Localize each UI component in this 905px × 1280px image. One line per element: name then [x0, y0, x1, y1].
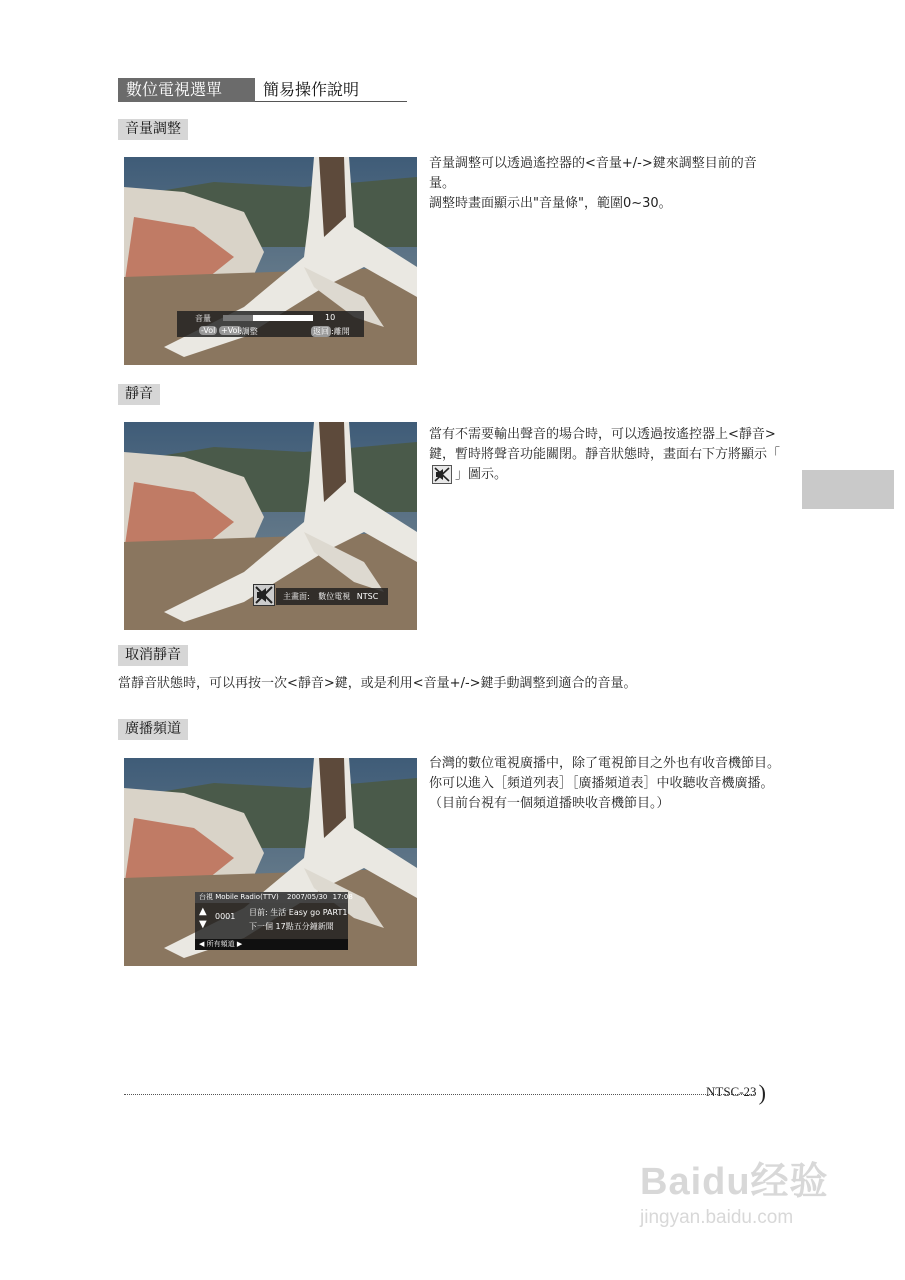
mute-screenshot — [124, 422, 417, 630]
chapter-subtitle: 簡易操作說明 — [255, 78, 407, 102]
vol-minus-key: -Vol — [201, 326, 216, 335]
radio-screenshot — [124, 758, 417, 966]
volume-osd — [177, 311, 364, 337]
mute-description — [429, 425, 781, 485]
watermark-url: jingyan.baidu.com — [640, 1207, 794, 1228]
volume-screenshot — [124, 157, 417, 365]
vol-adjust-hint: :調整 — [239, 327, 258, 336]
footer-dotted-line — [124, 1094, 754, 1095]
baidu-watermark — [640, 1150, 829, 1229]
radio-text-2: （目前台視有一個頻道播映收音機節目。） — [429, 796, 670, 811]
vol-plus-key: +Vol — [221, 326, 240, 335]
broadcast-date: 2007/05/30 — [287, 893, 328, 901]
radio-text-1: 台灣的數位電視廣播中，除了電視節目之外也有收音機節目。你可以進入［頻道列表］［廣播頻道表］中收聽收音機廣播。 — [429, 756, 781, 791]
section-title-radio: 廣播頻道 — [118, 719, 188, 740]
broadcast-time: 17:08 — [332, 893, 353, 901]
volume-bar-track — [223, 315, 313, 321]
channel-number: 0001 — [215, 912, 236, 921]
side-tab — [802, 470, 894, 509]
exit-hint: :離開 — [331, 327, 350, 336]
now-playing: 目前: 生活 Easy go PART1 — [249, 908, 348, 917]
mute-inline-icon — [432, 465, 452, 484]
source-label: 數位電視 — [318, 592, 351, 601]
mute-text-1: 當有不需要輸出聲音的場合時，可以透過按遙控器上<靜音>鍵，暫時將聲音功能關閉。靜音狀態時，畫面右下方將顯示「 — [429, 427, 781, 462]
section-title-unmute: 取消靜音 — [118, 645, 188, 666]
volume-osd-value: 10 — [325, 313, 336, 322]
down-arrow-icon: ▼ — [199, 919, 207, 930]
unmute-description: 當靜音狀態時，可以再按一次<靜音>鍵，或是利用<音量+/->鍵手動調整到適合的音量。 — [118, 676, 637, 691]
main-screen-label: 主畫面: — [283, 592, 310, 601]
radio-osd-footer — [195, 939, 348, 950]
radio-osd-header — [195, 892, 353, 903]
left-nav-icon: ◀ — [199, 940, 205, 948]
section-title-volume: 音量調整 — [118, 119, 188, 140]
next-program: 下一個 17點五分鐘新聞 — [249, 922, 334, 931]
all-channels-label: 所有頻道 — [206, 940, 235, 948]
right-nav-icon: ▶ — [236, 940, 243, 948]
volume-bar-fill — [223, 315, 253, 321]
section-title-mute: 靜音 — [118, 384, 160, 405]
volume-text-2: 調整時畫面顯示出"音量條"，範圍0~30。 — [429, 196, 672, 211]
volume-osd-label: 音量 — [195, 314, 211, 323]
volume-text-1: 音量調整可以透過遙控器的<音量+/->鍵來調整目前的音量。 — [429, 156, 757, 191]
page-number: NTSC-23) — [706, 1080, 766, 1105]
watermark-logo: Baidu经验 — [640, 1161, 829, 1203]
page-bracket-icon: ) — [758, 1080, 766, 1105]
chapter-title: 數位電視選單 — [118, 78, 255, 102]
radio-description — [429, 754, 781, 814]
mute-icon — [253, 584, 275, 606]
mute-text-2: 」圖示。 — [455, 467, 508, 482]
mute-osd-bar — [276, 588, 388, 605]
up-arrow-icon: ▲ — [199, 906, 207, 917]
station-name: 台視 Mobile Radio(TTV) — [199, 893, 279, 901]
system-label: NTSC — [356, 592, 379, 601]
radio-osd — [195, 892, 353, 950]
volume-description — [429, 154, 781, 214]
back-key: 返回 — [313, 327, 329, 336]
